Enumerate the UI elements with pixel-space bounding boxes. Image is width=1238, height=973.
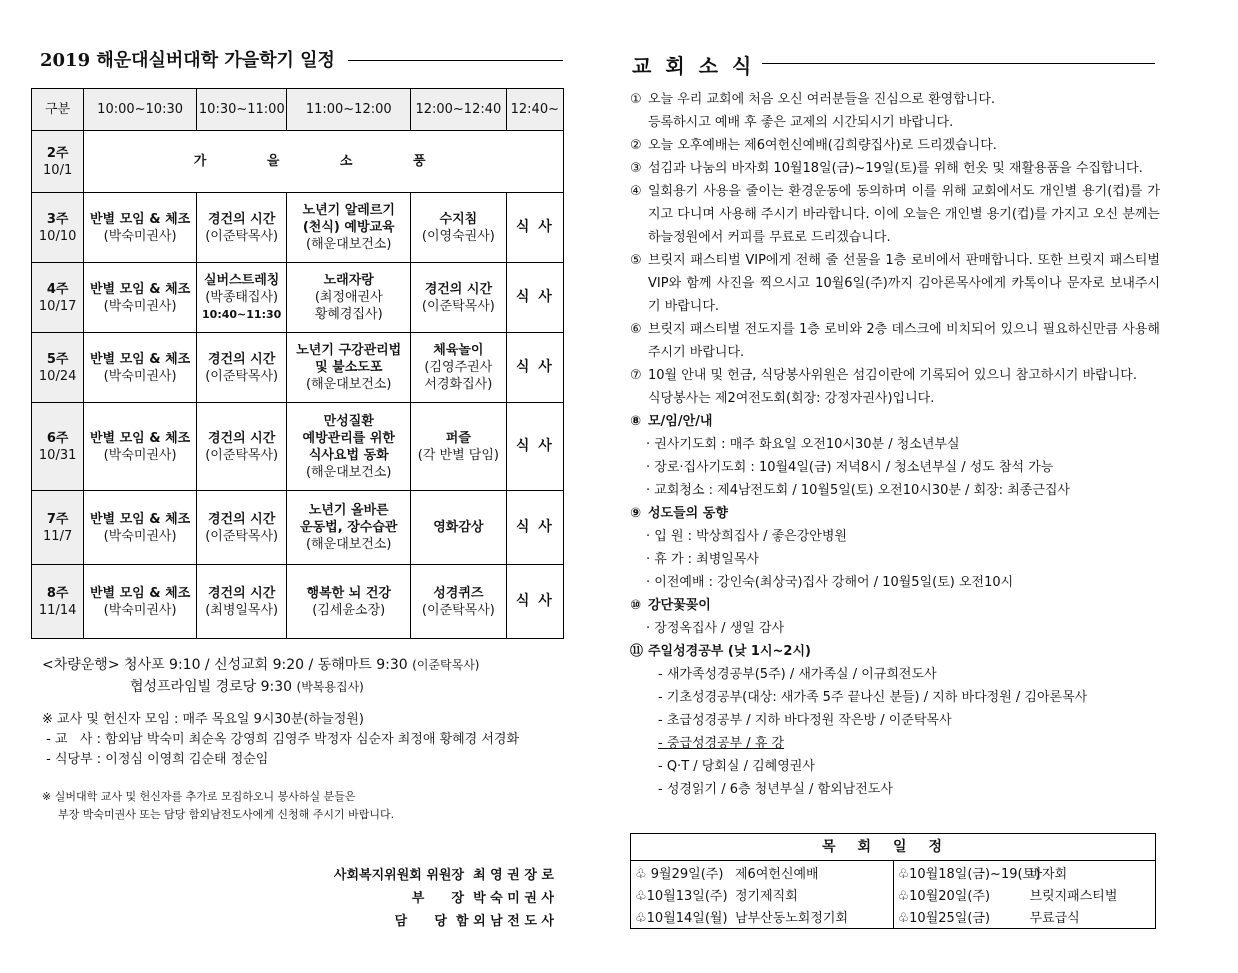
activity-leader: (해운대보건소) <box>306 237 392 252</box>
recruit-line: 부장 박숙미권사 또는 담당 함외남전도사에게 신청해 주시기 바랍니다. <box>58 808 395 821</box>
pastoral-event: 바자회 <box>1029 867 1068 882</box>
meeting-line: - 교 사 : 함외남 박숙미 최순옥 강영희 김영주 박정자 심순자 최정애 황혜경 서경화 <box>42 732 520 747</box>
recruit-notice <box>42 788 394 824</box>
table-header-row <box>32 89 564 131</box>
vehicle-driver: (박복용집사) <box>296 680 364 694</box>
schedule-cell <box>196 193 287 263</box>
activity-title: 노년기 구강관리법 <box>296 343 402 358</box>
activity-title: 경건의 시간 <box>207 511 276 527</box>
meal-cell <box>506 193 563 263</box>
section-heading: 모/임/안/내 <box>648 414 713 429</box>
section-heading: 강단꽃꽂이 <box>648 598 711 613</box>
activity-leader: (해운대보건소) <box>306 464 392 480</box>
header-cell: 12:40~ <box>506 89 563 131</box>
pastoral-schedule-box <box>630 833 1156 929</box>
week-label: 8주 <box>46 585 69 601</box>
week-label: 4주 <box>46 281 69 297</box>
meal-label: 식 사 <box>515 289 554 305</box>
activity-title: 경건의 시간 <box>207 351 276 367</box>
activity-title: 경건의 시간 <box>207 585 276 601</box>
activity-time: 10:40~11:30 <box>202 308 282 321</box>
meal-label: 식 사 <box>515 219 554 235</box>
vehicle-schedule <box>42 654 479 698</box>
pastoral-event: 제6여헌신예배 <box>735 867 819 882</box>
pastoral-item <box>635 908 889 930</box>
news-item <box>630 318 1160 364</box>
schedule-cell <box>84 193 197 263</box>
festival-cell <box>84 131 564 193</box>
pastoral-event: 정기제직회 <box>735 889 798 904</box>
schedule-cell <box>84 491 197 565</box>
activity-title: (천식) 예방교육 <box>302 220 395 235</box>
activity-title: 노년기 올바른 <box>308 503 389 518</box>
table-row <box>32 333 564 403</box>
vehicle-label: <차량운행> <box>42 657 120 673</box>
schedule-cell <box>287 403 411 491</box>
schedule-title: 2019 해운대실버대학 가을학기 일정 <box>40 50 335 71</box>
header-cell: 11:00~12:00 <box>287 89 411 131</box>
table-row <box>32 491 564 565</box>
activity-leader: 황혜경집사) <box>314 307 383 322</box>
meeting-line: ※ 교사 및 헌신자 모임 : 매주 목요일 9시30분(하늘정원) <box>42 712 364 727</box>
activity-leader: (이준탁목사) <box>421 298 495 314</box>
bible-study-item: - 초급성경공부 / 지하 바다정원 작은방 / 이준탁목사 <box>658 713 952 728</box>
section-heading: 주일성경공부 (낮 1시~2시) <box>648 644 811 659</box>
week-cell <box>32 263 84 333</box>
schedule-cell <box>287 333 411 403</box>
news-text: 브릿지 패스티벌 전도지를 1층 로비와 2층 데스크에 비치되어 있으니 필요하신만큼 사용해 주시기 바랍니다. <box>648 322 1160 360</box>
pastoral-column <box>893 861 1156 929</box>
vehicle-line <box>42 676 479 698</box>
news-text: 브릿지 패스티벌 VIP에게 전해 줄 선물을 1층 로비에서 판매합니다. 또한 브릿지 패스티벌 VIP와 함께 사진을 찍으시고 10월6일(주)까지 김아론목사에게 카톡이나 문자로 보내주시기 바랍니다. <box>648 253 1160 314</box>
activity-leader: (박숙미권사) <box>103 368 177 384</box>
news-number: ⑨ <box>630 506 642 521</box>
signature-row <box>334 887 554 910</box>
activity-leader: (이준탁목사) <box>205 528 279 544</box>
news-item <box>630 88 1160 134</box>
week-date: 10/10 <box>38 228 77 244</box>
pastoral-schedule-title: 목회일정 <box>631 834 1155 861</box>
activity-leader: (각 반별 담임) <box>417 447 499 463</box>
pastoral-event: 브릿지패스티벌 <box>1029 889 1118 904</box>
schedule-cell <box>196 403 287 491</box>
activity-leader: (박숙미권사) <box>103 298 177 314</box>
week-label: 3주 <box>46 211 69 227</box>
pastoral-item <box>898 886 1152 908</box>
pastoral-event: 무료급식 <box>1029 911 1080 926</box>
schedule-cell <box>84 333 197 403</box>
schedule-cell <box>287 491 411 565</box>
week-label: 5주 <box>46 351 69 367</box>
news-item <box>630 249 1160 318</box>
signature-name: 최 영 권 장 로 <box>473 868 554 883</box>
activity-leader: (최병일목사) <box>205 602 279 618</box>
pastoral-item <box>635 886 889 908</box>
bible-study-item: - 성경읽기 / 6층 청년부실 / 함외남전도사 <box>658 782 893 797</box>
title-rule <box>348 60 563 61</box>
signatures <box>334 864 554 933</box>
table-row <box>32 403 564 491</box>
schedule-cell <box>411 491 507 565</box>
schedule-cell <box>411 403 507 491</box>
header-cell: 12:00~12:40 <box>411 89 507 131</box>
schedule-cell <box>411 263 507 333</box>
activity-title: 반별 모임 & 체조 <box>89 430 191 446</box>
signature-role: 부 장 <box>411 891 465 906</box>
header-cell: 10:00~10:30 <box>84 89 197 131</box>
section-heading: 성도들의 동향 <box>648 506 728 521</box>
activity-leader: (박숙미권사) <box>103 528 177 544</box>
schedule-table <box>31 88 564 639</box>
news-text: 오늘 오후예배는 제6여헌신예배(김희량집사)로 드리겠습니다. <box>648 138 997 153</box>
pastoral-date: ♧10월20일(주) <box>897 889 991 904</box>
news-line: 식당봉사는 제2여전도회(회장: 강정자권사)입니다. <box>648 391 935 406</box>
flower-item: · 장정옥집사 / 생일 감사 <box>646 621 785 636</box>
news-number: ① <box>630 92 642 107</box>
meal-cell <box>506 333 563 403</box>
schedule-cell <box>287 565 411 639</box>
week-date: 11/14 <box>38 602 77 618</box>
header-cell: 구분 <box>32 89 84 131</box>
activity-title: 성경퀴즈 <box>433 585 484 601</box>
news-number: ⑩ <box>630 598 642 613</box>
meal-label: 식 사 <box>515 593 554 609</box>
header-cell: 10:30~11:00 <box>196 89 287 131</box>
teacher-meeting <box>42 710 519 770</box>
activity-leader: (해운대보건소) <box>306 537 392 552</box>
activity-title: 반별 모임 & 체조 <box>89 281 191 297</box>
meetings-heading <box>630 410 1160 433</box>
members-heading <box>630 502 1160 525</box>
signature-row <box>334 910 554 933</box>
member-item: · 이전예배 : 강인숙(최상국)집사 강해어 / 10월5일(토) 오전10시 <box>646 575 1014 590</box>
week-label: 7주 <box>46 511 69 527</box>
schedule-cell <box>411 565 507 639</box>
activity-title: 행복한 뇌 건강 <box>306 585 391 601</box>
week-label: 2주 <box>46 145 69 161</box>
festival-text: 가 을 소 풍 <box>193 154 454 169</box>
schedule-cell <box>196 565 287 639</box>
signature-name: 함 외 남 전 도 사 <box>456 914 554 929</box>
meal-label: 식 사 <box>515 519 554 535</box>
news-line: 오늘 우리 교회에 처음 오신 여러분들을 진심으로 환영합니다. <box>648 92 996 107</box>
pastoral-event: 남부산동노회정기회 <box>735 911 849 926</box>
meeting-item: · 장로·집사기도회 : 10월4일(금) 저녁8시 / 청소년부실 / 성도 참석 가능 <box>646 460 1054 475</box>
meeting-item: · 권사기도회 : 매주 화요일 오전10시30분 / 청소년부실 <box>646 437 960 452</box>
activity-leader: (이준탁목사) <box>205 368 279 384</box>
week-cell <box>32 333 84 403</box>
vehicle-route: 청사포 9:10 / 신성교회 9:20 / 동해마트 9:30 <box>124 657 408 673</box>
bible-study-item: - 중급성경공부 / 휴 강 <box>658 736 785 751</box>
table-row <box>32 565 564 639</box>
activity-title: 체육놀이 <box>433 343 484 358</box>
flowers-heading <box>630 594 1160 617</box>
schedule-cell <box>196 491 287 565</box>
news-number: ③ <box>630 161 642 176</box>
activity-title: 운동법, 장수습관 <box>300 520 398 535</box>
activity-title: 영화감상 <box>433 520 484 535</box>
bible-study-item: - Q·T / 당회실 / 김혜영권사 <box>658 759 815 774</box>
news-item <box>630 180 1160 249</box>
week-date: 10/1 <box>43 162 73 178</box>
schedule-cell <box>196 333 287 403</box>
activity-leader: (김영주권사 <box>424 360 493 375</box>
vehicle-driver: (이준탁목사) <box>412 658 480 672</box>
signature-row <box>334 864 554 887</box>
activity-title: 반별 모임 & 체조 <box>89 511 191 527</box>
recruit-line: ※ 실버대학 교사 및 헌신자를 추가로 모집하오니 봉사하실 분들은 <box>42 790 356 803</box>
news-number: ⑥ <box>630 322 642 337</box>
pastoral-date: ♧ 9월29일(주) <box>635 867 724 882</box>
meal-cell <box>506 263 563 333</box>
schedule-cell <box>84 565 197 639</box>
week-date: 10/17 <box>38 298 77 314</box>
signature-role: 사회복지위원회 위원장 <box>333 868 465 883</box>
activity-leader: (최정애권사 <box>314 290 383 305</box>
news-number: ⑧ <box>630 414 642 429</box>
table-row <box>32 263 564 333</box>
news-number: ⑤ <box>630 253 642 268</box>
pastoral-schedule-body <box>631 861 1155 929</box>
table-row <box>32 193 564 263</box>
schedule-cell <box>287 263 411 333</box>
pastoral-date: ♧10월18일(금)~19(토) <box>897 867 1041 882</box>
news-item <box>630 134 1160 157</box>
activity-leader: (박숙미권사) <box>103 447 177 463</box>
schedule-cell <box>411 193 507 263</box>
news-text <box>648 364 1160 410</box>
week-cell <box>32 193 84 263</box>
signature-role: 담 당 <box>394 914 447 929</box>
week-cell <box>32 565 84 639</box>
pastoral-item <box>635 864 889 886</box>
news-title: 교회소식 <box>632 54 766 78</box>
pastoral-date: ♧10월14일(월) <box>635 911 728 926</box>
meal-label: 식 사 <box>515 438 554 454</box>
activity-title: 만성질환 <box>323 413 374 429</box>
activity-leader: (박숙미권사) <box>103 228 177 244</box>
meal-cell <box>506 491 563 565</box>
activity-leader: (해운대보건소) <box>306 377 392 392</box>
week-date: 11/7 <box>43 528 73 544</box>
week-date: 10/31 <box>38 447 77 463</box>
schedule-cell <box>196 263 287 333</box>
schedule-cell <box>84 263 197 333</box>
table-row <box>32 131 564 193</box>
news-text: 일회용기 사용을 줄이는 환경운동에 동의하며 이를 위해 교회에서도 개인별 용기(컵)를 가지고 다니며 사용해 주시기 바라합니다. 이에 오늘은 개인별 용기(컵)를 가지고 오신 분께는 하늘정원에서 커피를 무료로 드리겠습니다. <box>648 184 1160 245</box>
week-cell <box>32 131 84 193</box>
activity-title: 예방관리를 위한 <box>302 430 395 446</box>
activity-title: 및 불소도포 <box>315 360 383 375</box>
activity-title: 노래자랑 <box>323 273 374 288</box>
vehicle-line <box>42 654 479 676</box>
news-text <box>648 88 1160 134</box>
title-rule <box>762 63 1155 64</box>
week-label: 6주 <box>46 430 69 446</box>
activity-title: 경건의 시간 <box>207 211 276 227</box>
activity-title: 식사요법 동화 <box>308 447 389 463</box>
meal-cell <box>506 403 563 491</box>
news-line: 10월 안내 및 헌금, 식당봉사위원은 섬김이란에 기록되어 있으니 참고하시기 바랍니다. <box>648 368 1137 383</box>
news-item <box>630 364 1160 410</box>
member-item: · 휴 가 : 최병일목사 <box>646 552 759 567</box>
news-number: ⑪ <box>630 644 644 659</box>
pastoral-date: ♧10월25일(금) <box>897 911 991 926</box>
news-text: 섬김과 나눔의 바자회 10월18일(금)~19일(토)를 위해 헌옷 및 재활용품을 수집합니다. <box>648 161 1143 176</box>
activity-title: 반별 모임 & 체조 <box>89 585 191 601</box>
meeting-item: · 교회청소 : 제4남전도회 / 10월5일(토) 오전10시30분 / 회장: 최종근집사 <box>646 483 1070 498</box>
member-item: · 입 원 : 박상희집사 / 좋은강안병원 <box>646 529 847 544</box>
news-line: 등록하시고 예배 후 좋은 교제의 시간되시기 바랍니다. <box>648 115 954 130</box>
activity-leader: 서경화집사) <box>424 377 493 392</box>
activity-title: 노년기 알레르기 <box>302 203 395 218</box>
week-cell <box>32 491 84 565</box>
meeting-line: - 식당부 : 이정심 이영희 김순태 정순임 <box>42 752 269 767</box>
activity-title: 수지침 <box>439 211 478 227</box>
activity-title: 퍼즐 <box>445 430 471 446</box>
activity-leader: (이준탁목사) <box>205 228 279 244</box>
schedule-cell <box>84 403 197 491</box>
bible-study-item: - 새가족성경공부(5주) / 새가족실 / 이규희전도사 <box>658 667 937 682</box>
activity-leader: (김세윤소장) <box>312 602 386 618</box>
signature-name: 박 숙 미 권 사 <box>473 891 554 906</box>
week-date: 10/24 <box>38 368 77 384</box>
activity-title: 반별 모임 & 체조 <box>89 211 191 227</box>
activity-leader: (박숙미권사) <box>103 602 177 618</box>
pastoral-item <box>898 864 1152 886</box>
activity-title: 실버스트레칭 <box>203 273 280 288</box>
vehicle-route: 협성프라임빌 경로당 9:30 <box>130 679 293 695</box>
activity-title: 반별 모임 & 체조 <box>89 351 191 367</box>
activity-leader: (이영숙권사) <box>421 228 495 244</box>
meal-cell <box>506 565 563 639</box>
meal-label: 식 사 <box>515 359 554 375</box>
activity-title: 경건의 시간 <box>207 430 276 446</box>
pastoral-date: ♧10월13일(주) <box>635 889 728 904</box>
schedule-cell <box>287 193 411 263</box>
news-item <box>630 157 1160 180</box>
church-news <box>630 88 1160 801</box>
news-number: ② <box>630 138 642 153</box>
bible-study-heading <box>630 640 1160 663</box>
schedule-cell <box>411 333 507 403</box>
pastoral-item <box>898 908 1152 930</box>
activity-title: 경건의 시간 <box>424 281 493 297</box>
week-cell <box>32 403 84 491</box>
activity-leader: (이준탁목사) <box>421 602 495 618</box>
bible-study-item: - 기초성경공부(대상: 새가족 5주 끝나신 분들) / 지하 바다정원 / 김아론목사 <box>658 690 1088 705</box>
activity-leader: (박종태집사) <box>205 290 279 305</box>
pastoral-column <box>631 861 893 929</box>
news-number: ⑦ <box>630 368 642 383</box>
activity-leader: (이준탁목사) <box>205 447 279 463</box>
news-number: ④ <box>630 184 642 199</box>
